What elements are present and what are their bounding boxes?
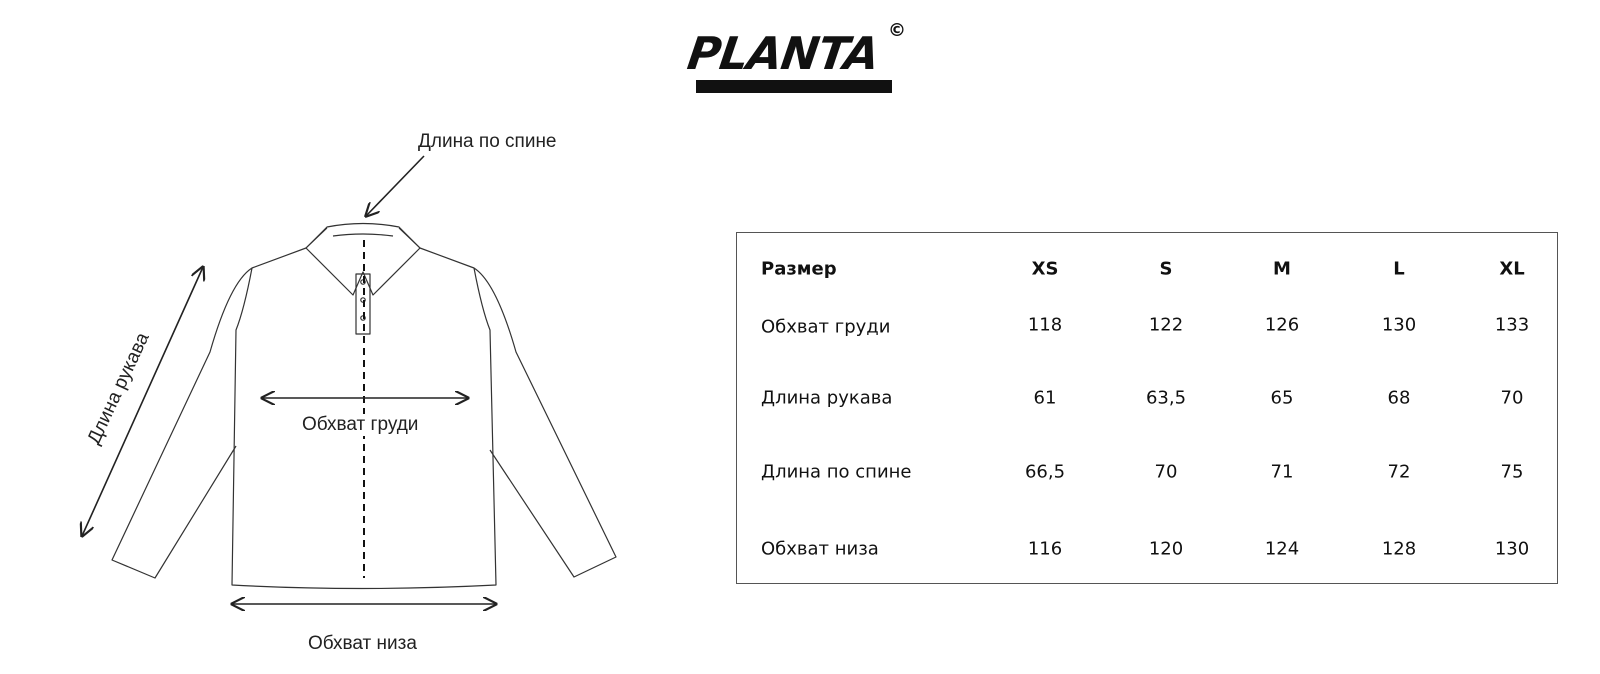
table-cell: 128: [1381, 538, 1417, 560]
sleeve-length-label: Длина рукава: [83, 329, 154, 448]
table-header-size: Размер: [761, 258, 837, 280]
table-cell: 124: [1264, 538, 1300, 560]
chest-label: Обхват груди: [302, 414, 419, 435]
table-cell: 68: [1387, 387, 1411, 409]
table-cell: 70: [1500, 387, 1524, 409]
table-cell: 65: [1270, 387, 1294, 409]
garment-diagram: [0, 0, 680, 669]
table-header-s: S: [1159, 258, 1173, 280]
table-cell: 75: [1500, 461, 1524, 483]
table-cell: 61: [1033, 387, 1057, 409]
polo-shirt-illustration: [0, 0, 680, 669]
left-sleeve-outline: [112, 228, 327, 578]
brand-logo: [684, 20, 918, 96]
table-cell: 66,5: [1024, 461, 1066, 483]
table-cell: 116: [1027, 538, 1063, 560]
table-cell: 130: [1494, 538, 1530, 560]
size-table: [736, 232, 1558, 584]
table-cell: 118: [1027, 314, 1063, 336]
row-label-hem: Обхват низа: [761, 538, 879, 560]
table-cell: 126: [1264, 314, 1300, 336]
right-sleeve-outline: [399, 228, 616, 577]
table-cell: 130: [1381, 314, 1417, 336]
logo-underline-bar: [696, 80, 892, 93]
table-cell: 122: [1148, 314, 1184, 336]
table-cell: 72: [1387, 461, 1411, 483]
table-cell: 120: [1148, 538, 1184, 560]
row-label-sleeve: Длина рукава: [761, 387, 893, 409]
table-cell: 71: [1270, 461, 1294, 483]
hem-label: Обхват низа: [308, 633, 417, 654]
row-label-chest: Обхват груди: [761, 316, 891, 338]
table-cell: 70: [1154, 461, 1178, 483]
back-length-label: Длина по спине: [418, 131, 557, 152]
table-cell: 133: [1494, 314, 1530, 336]
table-header-xs: XS: [1031, 258, 1059, 280]
copyright-mark: ©: [888, 20, 906, 41]
back-length-pointer-arrow: [366, 156, 424, 216]
table-cell: 63,5: [1145, 387, 1187, 409]
table-header-l: L: [1393, 258, 1405, 280]
row-label-back-length: Длина по спине: [761, 461, 912, 483]
logo-wordmark: PLANTA: [684, 27, 882, 80]
table-header-m: M: [1273, 258, 1291, 280]
table-header-xl: XL: [1499, 258, 1525, 280]
